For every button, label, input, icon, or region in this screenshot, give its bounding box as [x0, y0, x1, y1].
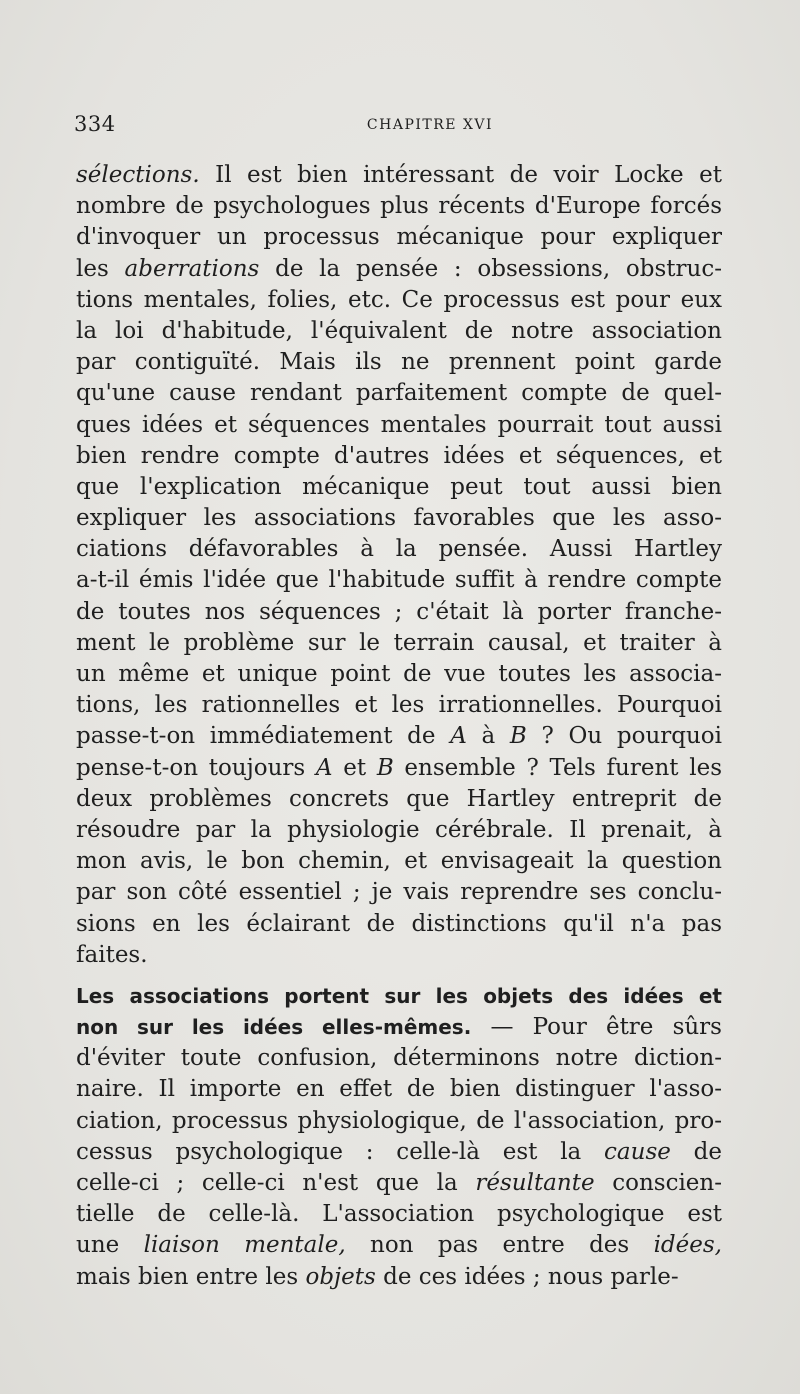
- text-line: [76, 285, 722, 316]
- text-segment: les: [76, 255, 125, 282]
- text-segment: la loi d'habitude, l'équivalent de notre association: [76, 317, 722, 344]
- text-segment: faites.: [76, 941, 148, 968]
- text-line: [76, 222, 722, 253]
- text-segment: de toutes nos séquences ; c'était là porter franche-: [76, 598, 722, 625]
- text-line: [76, 410, 722, 441]
- text-segment: non pas entre des: [345, 1232, 654, 1259]
- text-line: [76, 534, 722, 565]
- text-segment: tions mentales, folies, etc. Ce processus est pour eux: [76, 286, 722, 313]
- text-segment: qu'une cause rendant parfaitement compte de quel-: [76, 380, 722, 407]
- text-segment: — Pour être sûrs: [471, 1014, 722, 1041]
- text-line: [76, 160, 722, 191]
- text-segment: ensemble ? Tels furent les: [393, 754, 722, 781]
- text-segment: ques idées et séquences mentales pourrait tout aussi: [76, 411, 722, 438]
- text-segment: pense-t-on toujours: [76, 754, 316, 781]
- text-segment: et: [332, 754, 377, 781]
- paragraph: [76, 160, 722, 971]
- text-segment: deux problèmes concrets que Hartley entreprit de: [76, 785, 722, 812]
- text-segment: tielle de celle-là. L'association psychologique est: [76, 1201, 722, 1228]
- text-line: [76, 784, 722, 815]
- italic-segment: B: [376, 754, 394, 781]
- text-segment: d'invoquer un processus mécanique pour expliquer: [76, 224, 722, 251]
- text-segment: conscien-: [594, 1170, 722, 1196]
- text-segment: une: [76, 1232, 144, 1259]
- body-text: [76, 160, 722, 1293]
- italic-segment: idées,: [653, 1232, 722, 1259]
- text-line: [76, 877, 722, 908]
- text-segment: mais bien entre les: [76, 1263, 306, 1290]
- running-head: CHAPITRE XVI: [366, 117, 494, 133]
- text-line: [76, 1012, 722, 1043]
- text-line: [76, 1262, 722, 1293]
- italic-segment: liaison mentale,: [143, 1232, 346, 1259]
- page-number: 334: [74, 112, 116, 136]
- text-line: [76, 316, 722, 347]
- text-segment: bien rendre compte d'autres idées et séquences, et: [76, 442, 722, 469]
- text-line: [76, 628, 722, 659]
- text-segment: un même et unique point de vue toutes les associa-: [76, 661, 722, 687]
- text-line: [76, 981, 722, 1012]
- text-segment: Il est bien intéressant de voir Locke et: [199, 162, 722, 188]
- italic-segment: résultante: [475, 1170, 595, 1196]
- italic-segment: aberrations: [124, 255, 260, 282]
- text-segment: à: [466, 723, 510, 750]
- bold-heading-segment: Les associations portent sur les objets des idées et: [76, 983, 722, 1008]
- text-segment: ? Ou pourquoi: [526, 723, 722, 750]
- text-line: [76, 753, 722, 784]
- text-line: [76, 909, 722, 940]
- text-line: [76, 254, 722, 285]
- text-segment: a-t-il émis l'idée que l'habitude suffit à rendre compte: [76, 567, 722, 594]
- text-segment: de: [670, 1138, 722, 1165]
- text-segment: ciation, processus physiologique, de l'association, pro-: [76, 1107, 722, 1134]
- text-line: [76, 1074, 722, 1105]
- italic-segment: objets: [305, 1263, 376, 1290]
- italic-segment: sélections.: [76, 162, 200, 188]
- text-segment: celle-ci ; celle-ci n'est que la: [76, 1170, 476, 1196]
- page-header: [74, 112, 726, 142]
- text-segment: de ces idées ; nous parle-: [375, 1263, 679, 1290]
- text-segment: naire. Il importe en effet de bien distinguer l'asso-: [76, 1076, 722, 1103]
- bold-heading-segment: non sur les idées elles-mêmes.: [76, 1015, 472, 1040]
- text-line: [76, 1043, 722, 1074]
- text-line: [76, 378, 722, 409]
- text-line: [76, 846, 722, 877]
- text-segment: sions en les éclairant de distinctions qu'il n'a pas: [76, 910, 722, 937]
- text-line: [76, 1199, 722, 1230]
- text-line: [76, 441, 722, 472]
- text-line: [76, 347, 722, 378]
- text-segment: que l'explication mécanique peut tout aussi bien: [76, 473, 722, 500]
- text-line: [76, 1106, 722, 1137]
- italic-segment: B: [509, 723, 527, 750]
- text-segment: par contiguïté. Mais ils ne prennent point garde: [76, 349, 722, 376]
- text-line: [76, 503, 722, 534]
- italic-segment: A: [315, 754, 333, 781]
- text-line: [76, 1137, 722, 1168]
- paragraph: [76, 981, 722, 1293]
- text-segment: d'éviter toute confusion, déterminons notre diction-: [76, 1045, 722, 1072]
- text-line: [76, 472, 722, 503]
- text-line: [76, 940, 722, 971]
- text-segment: de la pensée : obsessions, obstruc-: [259, 255, 722, 282]
- text-line: [76, 565, 722, 596]
- text-segment: résoudre par la physiologie cérébrale. Il prenait, à: [76, 816, 722, 843]
- text-line: [76, 597, 722, 628]
- text-segment: tions, les rationnelles et les irrationnelles. Pourquoi: [76, 692, 722, 719]
- text-line: [76, 721, 722, 752]
- text-segment: nombre de psychologues plus récents d'Europe forcés: [76, 193, 722, 220]
- italic-segment: A: [450, 723, 467, 750]
- text-line: [76, 191, 722, 222]
- text-line: [76, 1168, 722, 1199]
- paragraph-gap: [76, 971, 722, 981]
- text-segment: cessus psychologique : celle-là est la: [76, 1138, 605, 1165]
- text-segment: ment le problème sur le terrain causal, et traiter à: [76, 629, 722, 656]
- text-segment: expliquer les associations favorables que les asso-: [76, 505, 722, 532]
- text-line: [76, 815, 722, 846]
- text-line: [76, 1230, 722, 1261]
- text-segment: mon avis, le bon chemin, et envisageait la question: [76, 848, 722, 875]
- italic-segment: cause: [604, 1138, 671, 1165]
- text-line: [76, 659, 722, 690]
- text-segment: par son côté essentiel ; je vais reprendre ses conclu-: [76, 879, 722, 906]
- text-segment: passe-t-on immédiatement de: [76, 723, 451, 750]
- text-segment: ciations défavorables à la pensée. Aussi Hartley: [76, 536, 722, 563]
- text-line: [76, 690, 722, 721]
